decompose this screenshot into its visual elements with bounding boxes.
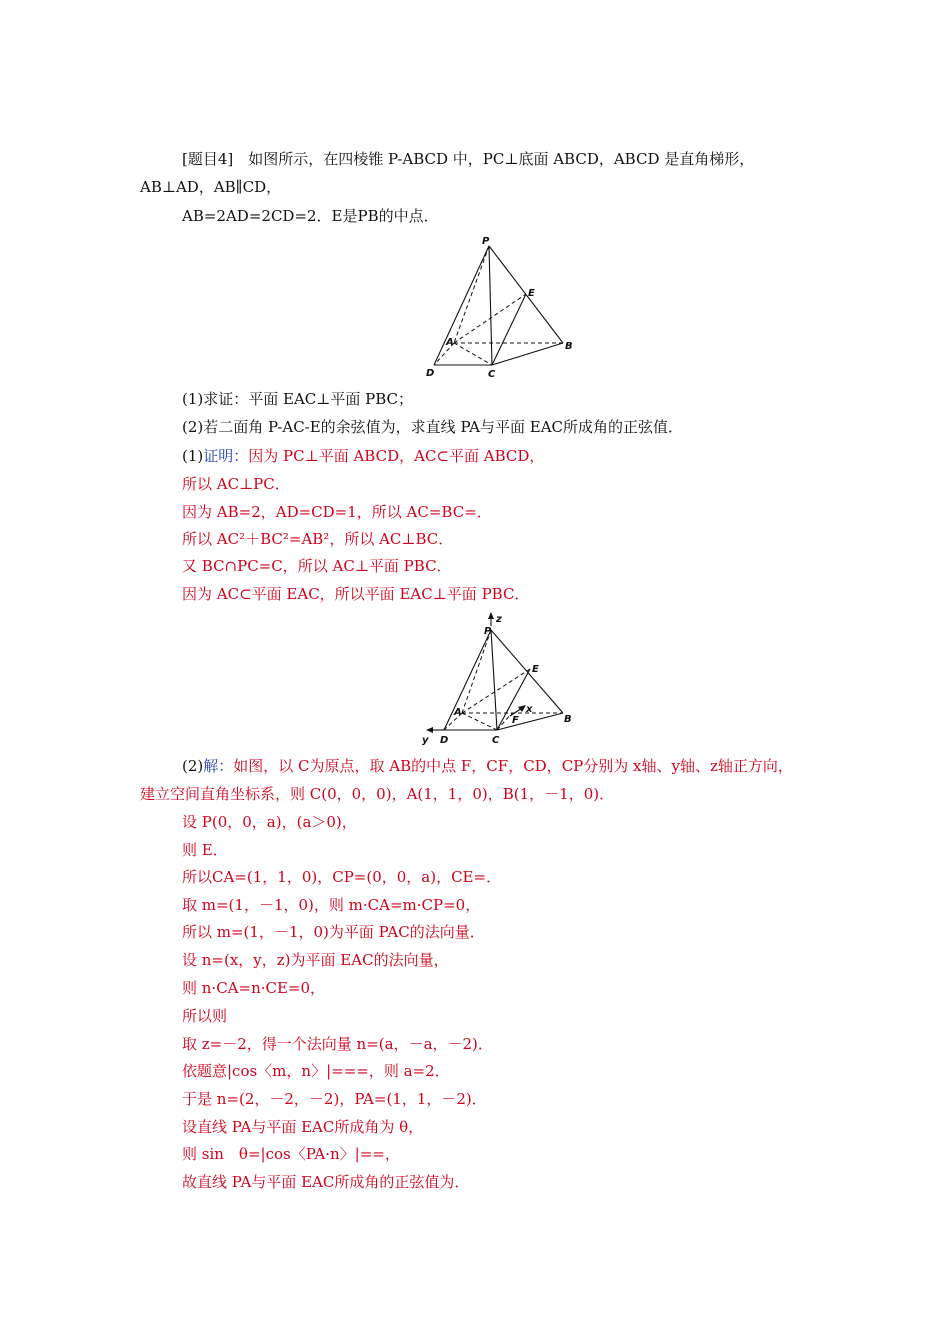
solution2-line-7: 所以 m=(1，－1，0)为平面 PAC的法向量． <box>182 923 485 941</box>
problem-line-1: [题目4] 如图所示，在四棱锥 P-ABCD 中，PC⊥底面 ABCD，ABCD 是直角梯形， <box>182 150 755 168</box>
proof1-prefix: (1) <box>182 447 204 465</box>
label-x: x <box>526 704 533 715</box>
label-D: D <box>426 368 435 379</box>
edge-CB <box>497 713 563 730</box>
pyramid-figure-2 <box>418 612 588 752</box>
solution2-line-14: 设直线 PA与平面 EAC所成角为 θ， <box>182 1118 424 1136</box>
solution2-line-8: 设 n=(x，y，z)为平面 EAC的法向量， <box>182 951 449 969</box>
edge-PA-hidden <box>454 246 489 343</box>
edge-PD <box>444 630 491 730</box>
label-C: C <box>492 735 500 746</box>
proof1-header <box>182 446 544 466</box>
edge-PA-hidden <box>462 630 491 713</box>
label-P: P <box>484 626 492 637</box>
solution2-line-2: 建立空间直角坐标系，则 C(0，0，0)，A(1，1，0)，B(1，－1，0)． <box>140 785 615 803</box>
solution2-line-6: 取 m=(1，－1，0)，则 m·CA=m·CP=0， <box>182 896 481 914</box>
label-z: z <box>496 614 502 625</box>
pyramid-figure-1 <box>420 232 580 382</box>
proof1-line-5: 又 BC∩PC=C，所以 AC⊥平面 PBC． <box>182 557 452 575</box>
edge-AC-hidden <box>462 713 497 730</box>
label-E: E <box>532 664 539 675</box>
edge-AC-hidden <box>454 343 492 365</box>
proof1-line-4: 所以 AC²＋BC²=AB²，所以 AC⊥BC． <box>182 530 454 548</box>
question-2: (2)若二面角 P-AC-E的余弦值为，求直线 PA与平面 EAC所成角的正弦值． <box>182 418 684 436</box>
label-y: y <box>422 735 429 746</box>
proof1-line-2: 所以 AC⊥PC． <box>182 475 290 493</box>
edge-CB <box>492 343 563 365</box>
label-D: D <box>440 735 449 746</box>
axis-y-arrow <box>426 727 433 733</box>
edge-PC <box>489 246 492 365</box>
label-B: B <box>564 714 572 725</box>
solution2-line-12: 依题意|cos〈m，n〉|===，则 a=2． <box>182 1062 450 1080</box>
solution2-line-4: 则 E． <box>182 841 228 859</box>
solution2-prefix: (2) <box>182 757 204 775</box>
label-E: E <box>528 288 535 299</box>
proof1-line-3: 因为 AB=2，AD=CD=1，所以 AC=BC=． <box>182 503 492 521</box>
solution2-line-16: 故直线 PA与平面 EAC所成角的正弦值为． <box>182 1173 470 1191</box>
solution2-header <box>182 756 793 776</box>
solution2-line-15: 则 sin θ=|cos〈PA·n〉|==， <box>182 1145 400 1163</box>
solution2-line-1: 如图，以 C为原点，取 AB的中点 F，CF，CD，CP分别为 x轴、y轴、z轴正方向， <box>233 757 793 775</box>
edge-PC <box>491 630 497 730</box>
label-P: P <box>482 236 490 247</box>
problem-line-3: AB=2AD=2CD=2．E是PB的中点． <box>182 207 439 225</box>
question-1: (1)求证：平面 EAC⊥平面 PBC； <box>182 390 414 408</box>
solution2-line-13: 于是 n=(2，－2，－2)，PA=(1，1，－2)． <box>182 1090 487 1108</box>
label-A: A <box>446 337 454 348</box>
solution2-tag: 解： <box>203 757 234 775</box>
label-C: C <box>488 369 496 380</box>
proof1-line-1: 因为 PC⊥平面 ABCD，AC⊂平面 ABCD， <box>248 447 545 465</box>
solution2-line-3: 设 P(0，0，a)，(a＞0)， <box>182 813 357 831</box>
label-A: A <box>454 707 462 718</box>
solution2-line-11: 取 z=－2，得一个法向量 n=(a，－a，－2)． <box>182 1035 493 1053</box>
edge-CE <box>492 294 526 365</box>
proof1-tag: 证明： <box>203 447 249 465</box>
axis-x-arrow <box>518 705 526 712</box>
solution2-line-9: 则 n·CA=n·CE=0， <box>182 979 326 997</box>
solution2-line-10: 所以则 <box>182 1007 228 1025</box>
proof1-line-6: 因为 AC⊂平面 EAC，所以平面 EAC⊥平面 PBC． <box>182 585 530 603</box>
label-F: F <box>512 715 519 726</box>
problem-line-2: AB⊥AD，AB∥CD， <box>140 178 282 196</box>
axis-z-arrow <box>488 612 494 619</box>
label-B: B <box>565 341 573 352</box>
solution2-line-5: 所以CA=(1，1，0)，CP=(0，0，a)，CE=． <box>182 868 502 886</box>
